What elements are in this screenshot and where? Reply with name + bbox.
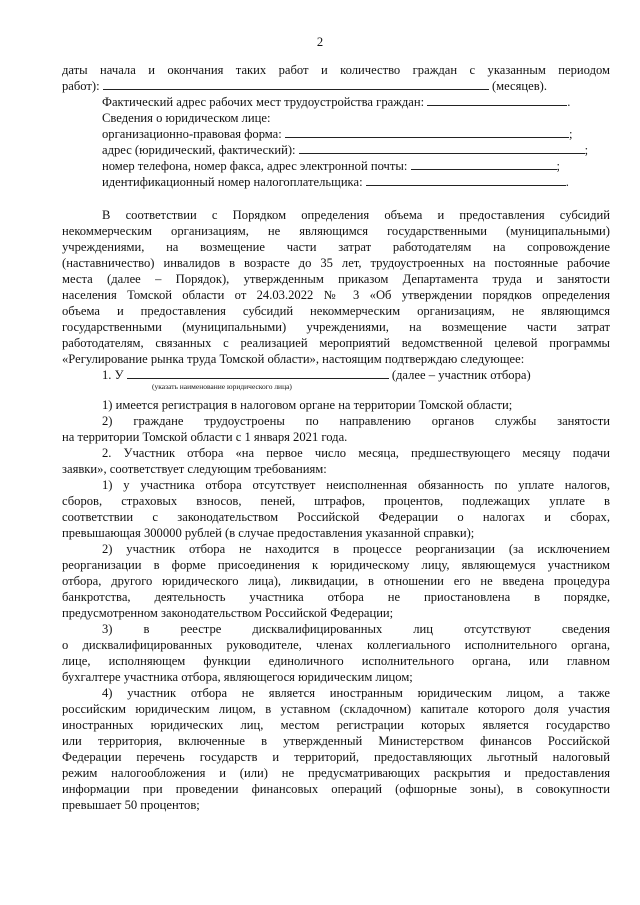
intro-line: населения Томской области от 24.03.2022 № 3 «Об утверждении порядков определения [62,288,610,302]
legal-entity-name-blank [127,367,389,379]
header-line-2: работ): (месяцев). [62,79,548,93]
req-2-line: 2) участник отбора не находится в процессе реорганизации (за исключением [102,542,610,556]
req-1-line: 1) у участника отбора отсутствует неисполненная обязанность по уплате налогов, [102,478,610,492]
req-4-line: превышает 50 процентов; [62,798,200,812]
req-4-line: российским юридическим лицом, в уставном (складочном) капитале которого доля участия [62,702,610,716]
org-form-blank [285,126,569,138]
period-blank [103,78,489,90]
sub-1-2-line: 2) граждане трудоустроены по направлению органов службы занятости [102,414,610,428]
req-4-line: иностранных юридических лиц, местом регистрации которых является государство [62,718,610,732]
req-4-line: информации при проведении финансовых операций (офшорные зоны), в совокупности [62,782,610,796]
intro-line: государственными (муниципальными) учреждениями, на возмещение части затрат [62,320,610,334]
fact-address-blank [427,94,567,106]
item-2-line: заявки», соответствует следующим требованиям: [62,462,327,476]
req-4-line: или территория, включенные в утвержденный Министерством финансов Российской [62,734,610,748]
sub-1-2-line: на территории Томской области с 1 января 2021 года. [62,430,348,444]
inn-blank [366,174,566,186]
intro-line: работодателям, связанных с реализацией мероприятий ведомственной целевой программы [62,336,610,350]
req-2-line: реорганизации в форме присоединения к юридическому лицу, являющемуся участником [62,558,610,572]
intro-line: В соответствии с Порядком определения объема и предоставления субсидий [102,208,610,222]
req-3-line: 3) в реестре дисквалифицированных лиц отсутствуют сведения [102,622,610,636]
header-line-1: даты начала и окончания таких работ и количество граждан с указанным периодом [62,63,610,77]
org-form-line: организационно-правовая форма: ; [102,127,573,141]
req-1-line: превышающая 300000 рублей (в случае предоставления указанной справки); [62,526,475,540]
req-3-line: лице, исполняющем функции единоличного исполнительного органа, или главном [62,654,610,668]
contacts-blank [411,158,557,170]
req-4-line: Федерации перечень государств и территорий, предоставляющих льготный налоговый [62,750,610,764]
req-4-line: 4) участник отбора не является иностранным юридическим лицом, а также [102,686,610,700]
intro-line: (наставничество) инвалидов в возрасте до 35 лет, трудоустроенных на постоянные рабочие [62,256,610,270]
req-2-line: предусмотренном законодательством Российской Федерации; [62,606,394,620]
intro-line: «Регулирование рынка труда Томской области», настоящим подтверждаю следующее: [62,352,525,366]
intro-line: учреждениями, на возмещение части затрат работодателям на сопровождение [62,240,610,254]
contacts-line: номер телефона, номер факса, адрес электронной почты: ; [102,159,561,173]
intro-line: объема и предоставления субсидий некоммерческим организациям, не являющимся [62,304,610,318]
item-1-line: 1. У (далее – участник отбора) [102,368,531,382]
intro-line: некоммерческим организациям, не являющимся государственными (муниципальными) [62,224,610,238]
req-4-line: режим налогообложения и (или) не предусматривающих раскрытия и предоставления [62,766,610,780]
address-line: адрес (юридический, фактический): ; [102,143,589,157]
req-3-line: о дисквалифицированных руководителе, членах коллегиального исполнительного органа, [62,638,610,652]
req-1-line: соответствии с законодательством Российской Федерации о налогах и сборах, [62,510,610,524]
address-blank [299,142,585,154]
req-2-line: банкротства, деятельность участника отбора не приостановлена в порядке, [62,590,610,604]
req-2-line: отбора, другого юридического лица), ликвидации, в отношении его не введена процедура [62,574,610,588]
inn-line: идентификационный номер налогоплательщика: . [102,175,569,189]
item-1-caption: (указать наименование юридического лица) [152,382,292,391]
sub-1-1: 1) имеется регистрация в налоговом органе на территории Томской области; [102,398,513,412]
page-number: 2 [316,35,324,49]
intro-line: места (далее – Порядок), утвержденным приказом Департамента труда и занятости [62,272,610,286]
fact-address-line: Фактический адрес рабочих мест трудоустройства граждан: . [102,95,571,109]
item-2-line: 2. Участник отбора «на первое число месяца, предшествующего месяцу подачи [102,446,610,460]
req-3-line: бухгалтере участника отбора, являющегося юридическим лицом; [62,670,413,684]
req-1-line: сборов, страховых взносов, пеней, штрафов, процентов, подлежащих уплате в [62,494,610,508]
legal-info-heading: Сведения о юридическом лице: [102,111,271,125]
